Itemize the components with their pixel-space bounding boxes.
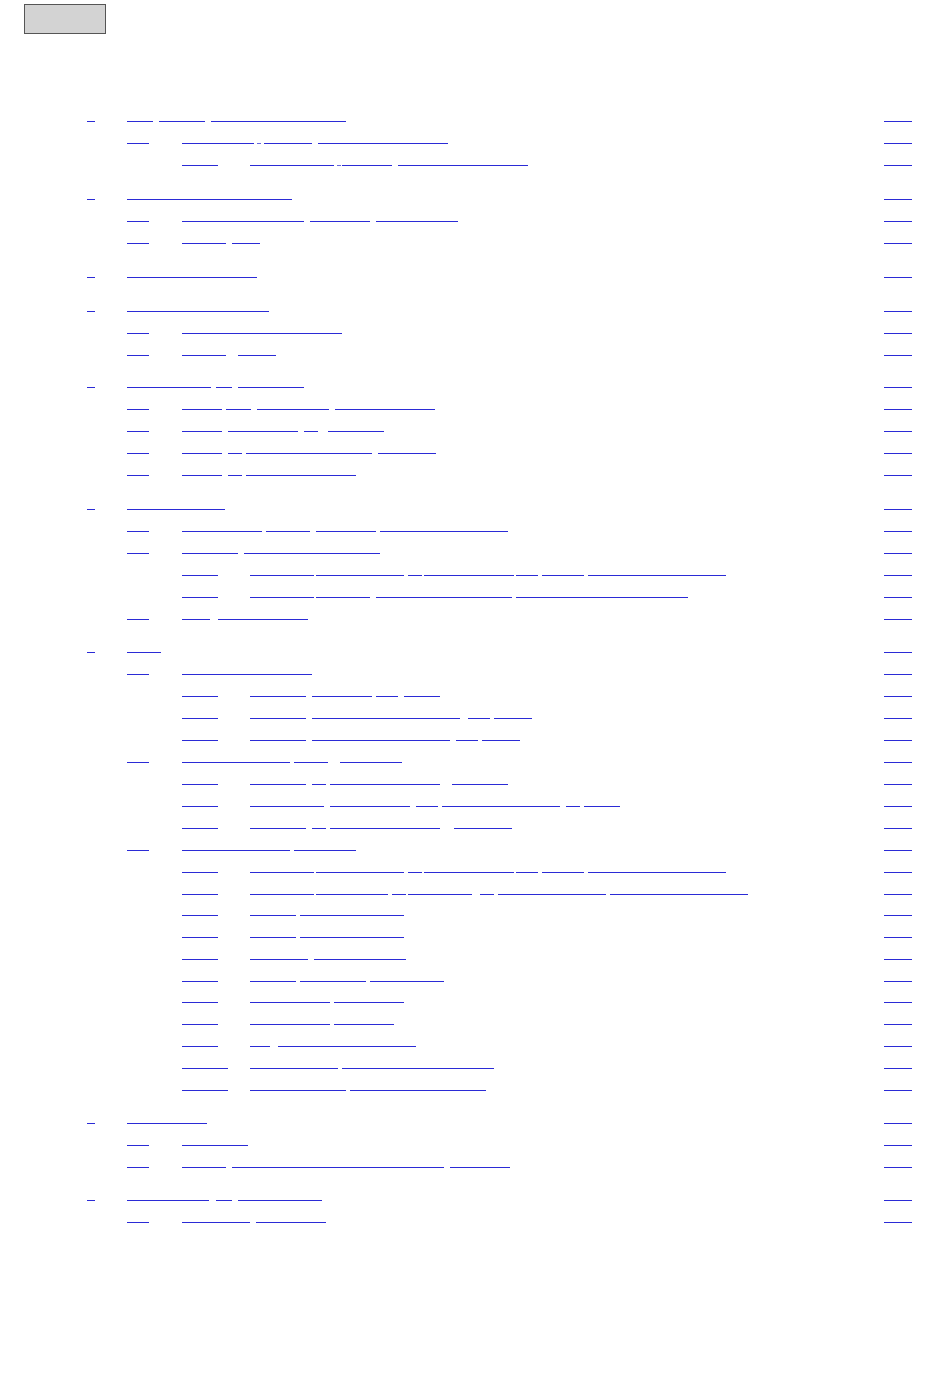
toc-entry-title-word[interactable] — [127, 199, 292, 200]
toc-entry-title-word[interactable] — [182, 553, 238, 554]
toc-entry-level-2[interactable] — [0, 1208, 950, 1228]
toc-entry-title-word[interactable] — [250, 1090, 346, 1091]
toc-entry-title-word[interactable] — [416, 806, 438, 807]
toc-entry-level-2[interactable] — [0, 748, 950, 768]
toc-entry-title-word[interactable] — [404, 696, 440, 697]
toc-entry-page-number[interactable] — [884, 696, 912, 697]
toc-entry-level-3[interactable] — [0, 814, 950, 834]
toc-entry-level-3[interactable] — [0, 880, 950, 900]
toc-entry-title-word[interactable] — [232, 1167, 444, 1168]
toc-entry-title-word[interactable] — [516, 575, 538, 576]
toc-entry-page-number[interactable] — [884, 981, 912, 982]
toc-entry-number[interactable] — [127, 409, 149, 410]
toc-entry-level-2[interactable] — [0, 319, 950, 339]
toc-entry-title-word[interactable] — [330, 806, 410, 807]
toc-entry-title-word[interactable] — [335, 409, 435, 410]
toc-entry-title-word[interactable] — [238, 1200, 322, 1201]
toc-entry-title-word[interactable] — [182, 409, 222, 410]
toc-entry-title-word[interactable] — [127, 311, 269, 312]
toc-entry-level-2[interactable] — [0, 1153, 950, 1173]
toc-entry-title-word[interactable] — [454, 828, 512, 829]
toc-entry-title-word[interactable] — [250, 937, 296, 938]
toc-entry-title-word[interactable] — [182, 243, 226, 244]
toc-entry-level-3[interactable] — [0, 682, 950, 702]
toc-entry-title-word[interactable] — [250, 784, 306, 785]
toc-entry-title-word[interactable] — [216, 1200, 232, 1201]
toc-entry-title-word[interactable] — [216, 387, 232, 388]
toc-entry-page-number[interactable] — [884, 333, 912, 334]
toc-entry-page-number[interactable] — [884, 475, 912, 476]
toc-entry-title-word[interactable] — [250, 806, 324, 807]
toc-entry-number[interactable] — [127, 1222, 149, 1223]
toc-entry-level-1[interactable] — [0, 1186, 950, 1206]
toc-entry-number[interactable] — [182, 1068, 228, 1069]
toc-entry-title-word[interactable] — [376, 597, 512, 598]
toc-entry-level-3[interactable] — [0, 923, 950, 943]
toc-entry-title-word[interactable] — [330, 784, 440, 785]
toc-entry-number[interactable] — [182, 597, 218, 598]
toc-entry-title-word[interactable] — [250, 575, 314, 576]
toc-entry-title-word[interactable] — [408, 575, 422, 576]
toc-entry-title-word[interactable] — [494, 718, 532, 719]
toc-entry-number[interactable] — [182, 872, 218, 873]
toc-entry-page-number[interactable] — [884, 1046, 912, 1047]
toc-entry-title-word[interactable] — [312, 828, 326, 829]
toc-entry-level-2[interactable] — [0, 341, 950, 361]
toc-entry-page-number[interactable] — [884, 531, 912, 532]
toc-entry-title-word[interactable] — [256, 1222, 326, 1223]
toc-entry-level-2[interactable] — [0, 605, 950, 625]
toc-entry-title-word[interactable] — [127, 277, 257, 278]
toc-entry-title-word[interactable] — [127, 387, 211, 388]
toc-entry-title-word[interactable] — [516, 872, 538, 873]
toc-entry-title-word[interactable] — [250, 1046, 270, 1047]
toc-entry-title-word[interactable] — [370, 981, 444, 982]
toc-entry-number[interactable] — [127, 619, 149, 620]
toc-entry-title-word[interactable] — [228, 475, 242, 476]
toc-entry-title-word[interactable] — [342, 1068, 494, 1069]
toc-entry-level-3[interactable] — [0, 1076, 950, 1096]
toc-entry-title-word[interactable] — [380, 531, 508, 532]
toc-entry-title-word[interactable] — [376, 696, 398, 697]
toc-entry-page-number[interactable] — [884, 872, 912, 873]
toc-entry-number[interactable] — [87, 121, 95, 122]
toc-entry-level-2[interactable] — [0, 836, 950, 856]
toc-entry-number[interactable] — [87, 652, 95, 653]
toc-entry-page-number[interactable] — [884, 143, 912, 144]
toc-entry-title-word[interactable] — [250, 597, 314, 598]
toc-entry-title-word[interactable] — [250, 718, 306, 719]
toc-entry-title-word[interactable] — [316, 575, 404, 576]
toc-entry-title-word[interactable] — [246, 453, 372, 454]
toc-entry-title-word[interactable] — [294, 850, 356, 851]
toc-entry-level-2[interactable] — [0, 395, 950, 415]
toc-entry-page-number[interactable] — [884, 619, 912, 620]
toc-entry-number[interactable] — [127, 453, 149, 454]
toc-entry-number[interactable] — [182, 1090, 228, 1091]
toc-entry-title-word[interactable] — [250, 872, 314, 873]
toc-entry-number[interactable] — [182, 165, 218, 166]
toc-entry-title-word[interactable] — [398, 165, 528, 166]
toc-entry-title-word[interactable] — [542, 872, 584, 873]
toc-entry-page-number[interactable] — [884, 806, 912, 807]
toc-entry-number[interactable] — [127, 475, 149, 476]
toc-entry-title-word[interactable] — [452, 784, 508, 785]
toc-entry-page-number[interactable] — [884, 355, 912, 356]
toc-entry-number[interactable] — [182, 828, 218, 829]
toc-entry-title-word[interactable] — [127, 652, 161, 653]
toc-entry-title-word[interactable] — [468, 718, 490, 719]
toc-entry-level-3[interactable] — [0, 151, 950, 171]
toc-entry-page-number[interactable] — [884, 1024, 912, 1025]
toc-entry-title-word[interactable] — [300, 937, 404, 938]
toc-entry-page-number[interactable] — [884, 121, 912, 122]
toc-entry-title-word[interactable] — [316, 597, 370, 598]
toc-entry-title-word[interactable] — [588, 575, 726, 576]
toc-entry-level-2[interactable] — [0, 129, 950, 149]
toc-entry-title-word[interactable] — [250, 1002, 330, 1003]
toc-entry-title-word[interactable] — [232, 243, 260, 244]
toc-entry-title-word[interactable] — [238, 387, 304, 388]
toc-entry-level-1[interactable] — [0, 107, 950, 127]
toc-entry-title-word[interactable] — [312, 740, 450, 741]
toc-entry-number[interactable] — [182, 959, 218, 960]
toc-entry-level-3[interactable] — [0, 858, 950, 878]
toc-entry-title-word[interactable] — [250, 981, 296, 982]
toc-entry-title-word[interactable] — [480, 894, 494, 895]
toc-entry-title-word[interactable] — [182, 453, 222, 454]
toc-entry-number[interactable] — [182, 806, 218, 807]
toc-entry-level-2[interactable] — [0, 1131, 950, 1151]
toc-entry-page-number[interactable] — [884, 277, 912, 278]
toc-entry-number[interactable] — [87, 1123, 95, 1124]
toc-entry-title-word[interactable] — [228, 431, 298, 432]
toc-entry-page-number[interactable] — [884, 509, 912, 510]
toc-entry-title-word[interactable] — [588, 872, 726, 873]
toc-entry-level-3[interactable] — [0, 770, 950, 790]
toc-entry-title-word[interactable] — [314, 959, 406, 960]
toc-entry-page-number[interactable] — [884, 740, 912, 741]
toc-entry-page-number[interactable] — [884, 243, 912, 244]
toc-entry-title-word[interactable] — [312, 784, 326, 785]
toc-entry-title-word[interactable] — [127, 1123, 207, 1124]
toc-entry-number[interactable] — [182, 1002, 218, 1003]
toc-entry-level-3[interactable] — [0, 988, 950, 1008]
toc-entry-title-word[interactable] — [376, 221, 458, 222]
toc-entry-title-word[interactable] — [442, 806, 560, 807]
toc-entry-number[interactable] — [182, 1024, 218, 1025]
toc-entry-number[interactable] — [182, 575, 218, 576]
toc-entry-number[interactable] — [127, 143, 149, 144]
toc-entry-level-1[interactable] — [0, 495, 950, 515]
toc-entry-page-number[interactable] — [884, 311, 912, 312]
toc-entry-page-number[interactable] — [884, 575, 912, 576]
toc-entry-level-3[interactable] — [0, 1010, 950, 1030]
toc-entry-title-word[interactable] — [342, 165, 392, 166]
toc-entry-number[interactable] — [182, 915, 218, 916]
toc-entry-page-number[interactable] — [884, 597, 912, 598]
toc-entry-number[interactable] — [127, 531, 149, 532]
toc-entry-number[interactable] — [127, 1167, 149, 1168]
toc-entry-level-2[interactable] — [0, 461, 950, 481]
toc-entry-page-number[interactable] — [884, 431, 912, 432]
toc-entry-title-word[interactable] — [516, 597, 688, 598]
toc-entry-level-3[interactable] — [0, 967, 950, 987]
toc-entry-title-word[interactable] — [250, 915, 296, 916]
toc-entry-number[interactable] — [127, 762, 149, 763]
toc-entry-title-word[interactable] — [257, 143, 261, 144]
toc-entry-page-number[interactable] — [884, 221, 912, 222]
toc-entry-title-word[interactable] — [310, 221, 370, 222]
toc-entry-level-3[interactable] — [0, 901, 950, 921]
toc-entry-title-word[interactable] — [337, 165, 341, 166]
toc-entry-title-word[interactable] — [330, 828, 440, 829]
toc-entry-title-word[interactable] — [498, 894, 606, 895]
toc-entry-title-word[interactable] — [218, 619, 308, 620]
toc-entry-title-word[interactable] — [244, 553, 380, 554]
toc-entry-level-2[interactable] — [0, 207, 950, 227]
toc-entry-title-word[interactable] — [266, 531, 310, 532]
toc-entry-title-word[interactable] — [264, 143, 312, 144]
toc-entry-page-number[interactable] — [884, 959, 912, 960]
toc-entry-title-word[interactable] — [228, 453, 242, 454]
toc-entry-page-number[interactable] — [884, 915, 912, 916]
toc-entry-title-word[interactable] — [408, 894, 472, 895]
toc-entry-number[interactable] — [182, 894, 218, 895]
toc-entry-title-word[interactable] — [318, 143, 448, 144]
toc-entry-title-word[interactable] — [211, 121, 346, 122]
toc-entry-level-3[interactable] — [0, 792, 950, 812]
toc-entry-title-word[interactable] — [610, 894, 748, 895]
toc-entry-title-word[interactable] — [250, 894, 314, 895]
toc-entry-number[interactable] — [182, 981, 218, 982]
toc-entry-number[interactable] — [182, 784, 218, 785]
toc-entry-number[interactable] — [87, 199, 95, 200]
toc-entry-title-word[interactable] — [340, 762, 402, 763]
toc-entry-title-word[interactable] — [182, 762, 290, 763]
toc-entry-title-word[interactable] — [226, 409, 251, 410]
toc-entry-page-number[interactable] — [884, 1068, 912, 1069]
toc-entry-title-word[interactable] — [182, 1167, 226, 1168]
toc-entry-title-word[interactable] — [182, 431, 222, 432]
toc-entry-title-word[interactable] — [278, 1046, 416, 1047]
toc-entry-level-2[interactable] — [0, 439, 950, 459]
toc-entry-number[interactable] — [182, 718, 218, 719]
toc-entry-number[interactable] — [127, 850, 149, 851]
toc-entry-title-word[interactable] — [424, 872, 514, 873]
toc-entry-number[interactable] — [182, 696, 218, 697]
toc-entry-title-word[interactable] — [542, 575, 584, 576]
toc-entry-title-word[interactable] — [316, 894, 388, 895]
toc-entry-title-word[interactable] — [250, 1068, 338, 1069]
toc-entry-title-word[interactable] — [300, 981, 366, 982]
toc-entry-title-word[interactable] — [584, 806, 620, 807]
toc-entry-page-number[interactable] — [884, 1002, 912, 1003]
toc-entry-page-number[interactable] — [884, 199, 912, 200]
toc-entry-number[interactable] — [182, 740, 218, 741]
toc-entry-level-2[interactable] — [0, 229, 950, 249]
toc-entry-title-word[interactable] — [312, 718, 460, 719]
toc-entry-title-word[interactable] — [250, 165, 334, 166]
toc-entry-title-word[interactable] — [182, 850, 290, 851]
toc-entry-title-word[interactable] — [127, 121, 153, 122]
toc-entry-level-1[interactable] — [0, 638, 950, 658]
toc-entry-page-number[interactable] — [884, 553, 912, 554]
toc-entry-title-word[interactable] — [450, 1167, 510, 1168]
toc-entry-title-word[interactable] — [334, 1024, 394, 1025]
toc-entry-number[interactable] — [182, 1046, 218, 1047]
toc-entry-title-word[interactable] — [246, 475, 356, 476]
toc-entry-page-number[interactable] — [884, 850, 912, 851]
toc-entry-title-word[interactable] — [378, 453, 436, 454]
toc-entry-level-2[interactable] — [0, 417, 950, 437]
toc-entry-number[interactable] — [127, 674, 149, 675]
toc-entry-page-number[interactable] — [884, 1200, 912, 1201]
toc-entry-page-number[interactable] — [884, 718, 912, 719]
toc-entry-page-number[interactable] — [884, 828, 912, 829]
toc-entry-level-1[interactable] — [0, 263, 950, 283]
toc-entry-number[interactable] — [87, 387, 95, 388]
toc-entry-page-number[interactable] — [884, 387, 912, 388]
toc-entry-number[interactable] — [127, 355, 149, 356]
toc-entry-title-word[interactable] — [316, 872, 404, 873]
toc-entry-level-1[interactable] — [0, 185, 950, 205]
toc-entry-number[interactable] — [87, 277, 95, 278]
toc-entry-number[interactable] — [87, 311, 95, 312]
toc-entry-title-word[interactable] — [182, 221, 304, 222]
toc-entry-number[interactable] — [127, 333, 149, 334]
toc-entry-level-3[interactable] — [0, 561, 950, 581]
toc-entry-number[interactable] — [87, 1200, 95, 1201]
toc-entry-title-word[interactable] — [482, 740, 520, 741]
toc-entry-title-word[interactable] — [250, 740, 306, 741]
toc-entry-title-word[interactable] — [456, 740, 478, 741]
toc-entry-title-word[interactable] — [392, 894, 406, 895]
toc-entry-page-number[interactable] — [884, 409, 912, 410]
toc-entry-page-number[interactable] — [884, 1222, 912, 1223]
toc-entry-number[interactable] — [127, 243, 149, 244]
toc-entry-title-word[interactable] — [304, 431, 318, 432]
toc-entry-page-number[interactable] — [884, 674, 912, 675]
toc-entry-number[interactable] — [127, 553, 149, 554]
toc-entry-page-number[interactable] — [884, 1145, 912, 1146]
toc-entry-page-number[interactable] — [884, 937, 912, 938]
toc-entry-title-word[interactable] — [182, 143, 254, 144]
toc-entry-title-word[interactable] — [250, 959, 308, 960]
toc-entry-number[interactable] — [127, 431, 149, 432]
toc-entry-title-word[interactable] — [127, 509, 225, 510]
toc-entry-number[interactable] — [182, 937, 218, 938]
toc-entry-title-word[interactable] — [182, 475, 222, 476]
toc-entry-level-1[interactable] — [0, 373, 950, 393]
toc-entry-number[interactable] — [87, 509, 95, 510]
toc-entry-title-word[interactable] — [182, 619, 210, 620]
toc-entry-page-number[interactable] — [884, 1167, 912, 1168]
toc-entry-page-number[interactable] — [884, 165, 912, 166]
toc-entry-title-word[interactable] — [328, 431, 384, 432]
toc-entry-title-word[interactable] — [182, 674, 312, 675]
toc-entry-level-3[interactable] — [0, 704, 950, 724]
toc-entry-title-word[interactable] — [300, 915, 404, 916]
toc-entry-page-number[interactable] — [884, 762, 912, 763]
toc-entry-page-number[interactable] — [884, 784, 912, 785]
toc-entry-page-number[interactable] — [884, 1123, 912, 1124]
toc-entry-level-1[interactable] — [0, 1109, 950, 1129]
toc-entry-title-word[interactable] — [182, 355, 226, 356]
toc-entry-title-word[interactable] — [350, 1090, 486, 1091]
toc-entry-title-word[interactable] — [182, 531, 262, 532]
toc-entry-level-1[interactable] — [0, 297, 950, 317]
toc-entry-level-3[interactable] — [0, 1032, 950, 1052]
toc-entry-level-3[interactable] — [0, 1054, 950, 1074]
toc-entry-title-word[interactable] — [316, 531, 376, 532]
toc-entry-number[interactable] — [127, 1145, 149, 1146]
toc-entry-title-word[interactable] — [334, 1002, 404, 1003]
toc-entry-title-word[interactable] — [424, 575, 514, 576]
toc-entry-title-word[interactable] — [294, 762, 328, 763]
toc-entry-title-word[interactable] — [127, 1200, 209, 1201]
toc-entry-title-word[interactable] — [159, 121, 205, 122]
toc-entry-title-word[interactable] — [182, 333, 342, 334]
toc-entry-page-number[interactable] — [884, 652, 912, 653]
toc-entry-title-word[interactable] — [566, 806, 580, 807]
toc-entry-level-3[interactable] — [0, 583, 950, 603]
toc-entry-title-word[interactable] — [182, 1222, 250, 1223]
toc-entry-page-number[interactable] — [884, 894, 912, 895]
toc-entry-title-word[interactable] — [250, 1024, 330, 1025]
toc-entry-page-number[interactable] — [884, 1090, 912, 1091]
toc-entry-level-2[interactable] — [0, 517, 950, 537]
toc-entry-title-word[interactable] — [250, 696, 306, 697]
toc-entry-title-word[interactable] — [408, 872, 422, 873]
toc-entry-page-number[interactable] — [884, 453, 912, 454]
toc-entry-level-3[interactable] — [0, 945, 950, 965]
toc-entry-level-2[interactable] — [0, 660, 950, 680]
toc-entry-title-word[interactable] — [257, 409, 329, 410]
toc-entry-level-3[interactable] — [0, 726, 950, 746]
toc-entry-title-word[interactable] — [182, 1145, 248, 1146]
toc-entry-title-word[interactable] — [250, 828, 306, 829]
toc-entry-level-2[interactable] — [0, 539, 950, 559]
toc-entry-title-word[interactable] — [238, 355, 276, 356]
toc-entry-number[interactable] — [127, 221, 149, 222]
toc-entry-title-word[interactable] — [312, 696, 372, 697]
